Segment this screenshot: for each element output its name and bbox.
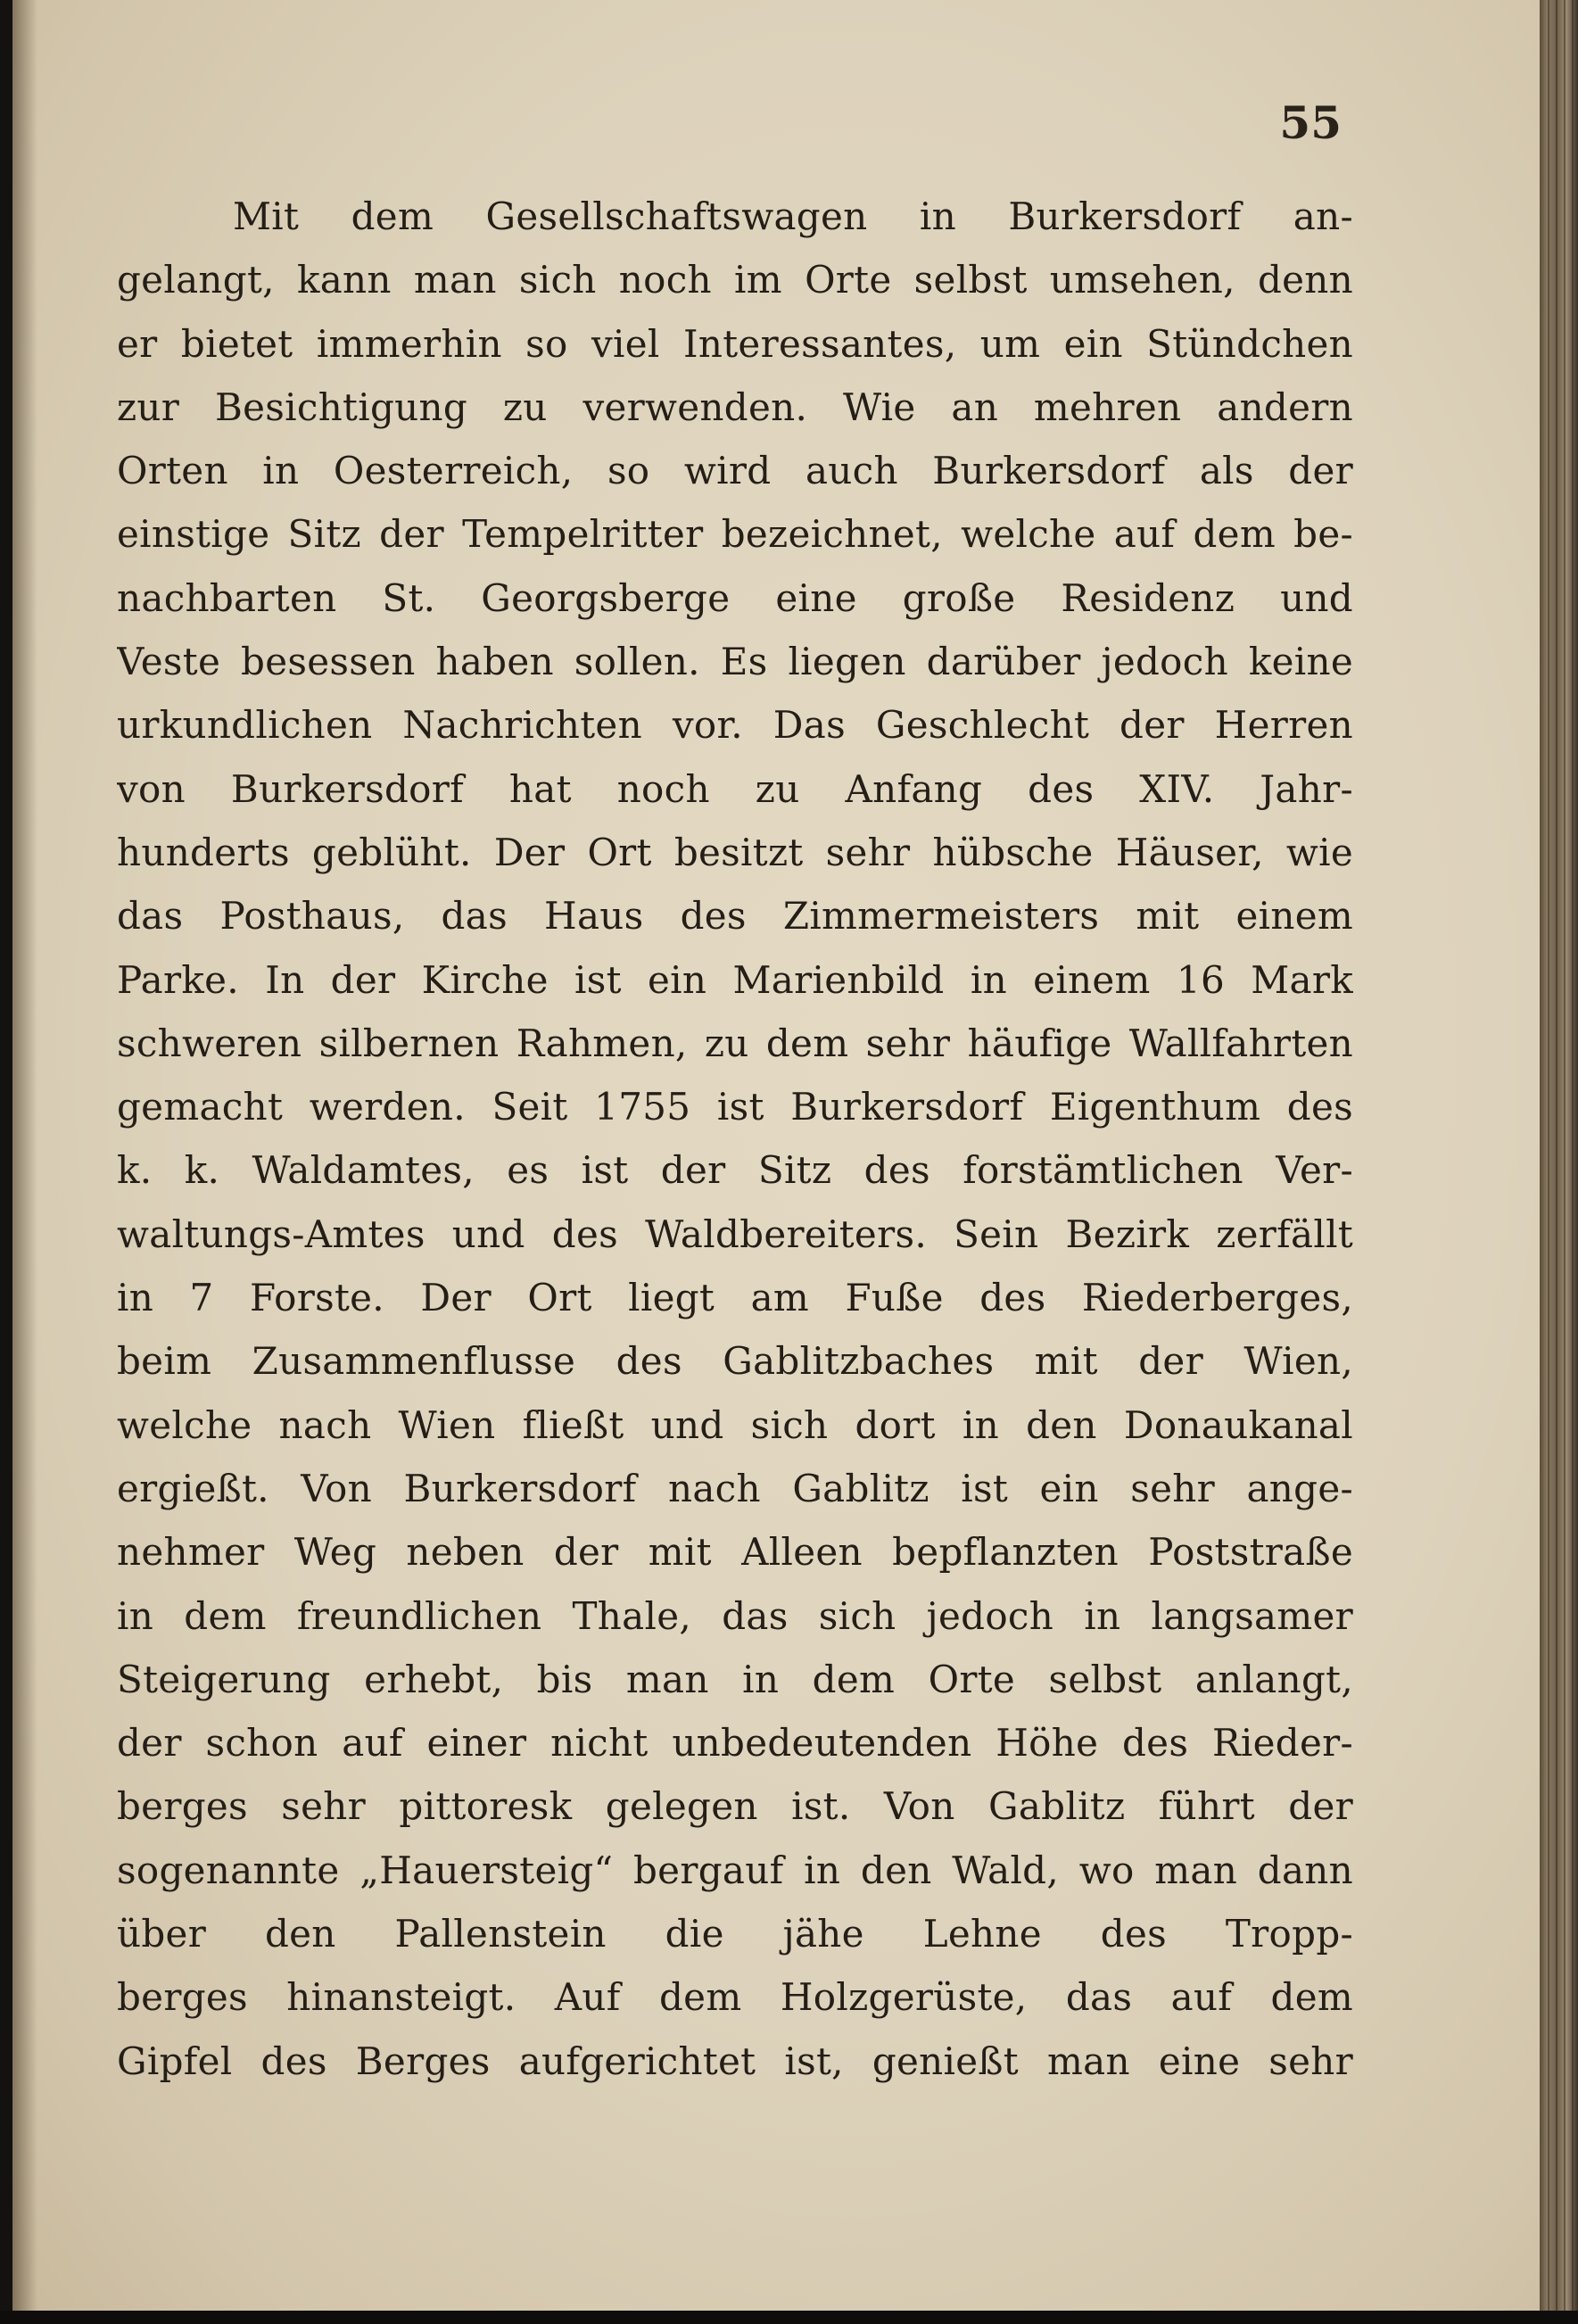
- text-line: schweren silbernen Rahmen, zu dem sehr häufige Wallfahrten: [117, 1021, 1353, 1065]
- text-line: gemacht werden. Seit 1755 ist Burkersdorf Eigenthum des: [117, 1085, 1353, 1129]
- text-line: beim Zusammenflusse des Gablitzbaches mit der Wien,: [117, 1339, 1353, 1384]
- text-line: sogenannte „Hauersteig“ bergauf in den Wald, wo man dann: [117, 1848, 1353, 1892]
- text-line: Gipfel des Berges aufgerichtet ist, genießt man eine sehr: [117, 2039, 1353, 2083]
- text-line: welche nach Wien fließt und sich dort in den Donaukanal: [117, 1402, 1353, 1447]
- page-number: 55: [1279, 96, 1342, 149]
- text-line: hunderts geblüht. Der Ort besitzt sehr hübsche Häuser, wie: [117, 830, 1353, 874]
- text-line: in dem freundlichen Thale, das sich jedoch in langsamer: [117, 1593, 1353, 1638]
- text-line: der schon auf einer nicht unbedeutenden Höhe des Rieder-: [117, 1721, 1353, 1766]
- text-line: berges sehr pittoresk gelegen ist. Von Gablitz führt der: [117, 1784, 1353, 1829]
- text-line: urkundlichen Nachrichten vor. Das Geschlecht der Herren: [117, 703, 1353, 748]
- text-line: k. k. Waldamtes, es ist der Sitz des forstämtlichen Ver-: [117, 1148, 1353, 1193]
- gutter-shadow: [12, 0, 37, 2311]
- text-line: gelangt, kann man sich noch im Orte selbst umsehen, denn: [117, 258, 1353, 302]
- text-line: Veste besessen haben sollen. Es liegen darüber jedoch keine: [117, 640, 1353, 684]
- text-line: Orten in Oesterreich, so wird auch Burkersdorf als der: [117, 449, 1353, 493]
- text-line: Steigerung erhebt, bis man in dem Orte selbst anlangt,: [117, 1657, 1353, 1701]
- text-line: in 7 Forste. Der Ort liegt am Fuße des Riederberges,: [117, 1276, 1353, 1320]
- text-line: Mit dem Gesellschaftswagen in Burkersdorf an-: [233, 194, 1353, 238]
- page-edge-stack: [1540, 0, 1578, 2324]
- text-line: das Posthaus, das Haus des Zimmermeisters mit einem: [117, 894, 1353, 939]
- text-line: Parke. In der Kirche ist ein Marienbild in einem 16 Mark: [117, 957, 1353, 1002]
- text-line: waltungs-Amtes und des Waldbereiters. Sein Bezirk zerfällt: [117, 1212, 1353, 1256]
- text-line: von Burkersdorf hat noch zu Anfang des XIV. Jahr-: [117, 766, 1353, 811]
- body-text: [117, 185, 1353, 2093]
- text-line: einstige Sitz der Tempelritter bezeichnet, welche auf dem be-: [117, 512, 1353, 557]
- text-line: zur Besichtigung zu verwenden. Wie an mehren andern: [117, 385, 1353, 429]
- text-line: nehmer Weg neben der mit Alleen bepflanzten Poststraße: [117, 1530, 1353, 1575]
- text-line: er bietet immerhin so viel Interessantes, um ein Stündchen: [117, 321, 1353, 366]
- text-line: ergießt. Von Burkersdorf nach Gablitz ist ein sehr ange-: [117, 1466, 1353, 1510]
- bottom-edge: [0, 2311, 1578, 2324]
- text-line: über den Pallenstein die jähe Lehne des Tropp-: [117, 1912, 1353, 1956]
- text-line: berges hinansteigt. Auf dem Holzgerüste, das auf dem: [117, 1975, 1353, 2020]
- book-page: [12, 0, 1540, 2311]
- text-line: nachbarten St. Georgsberge eine große Residenz und: [117, 575, 1353, 620]
